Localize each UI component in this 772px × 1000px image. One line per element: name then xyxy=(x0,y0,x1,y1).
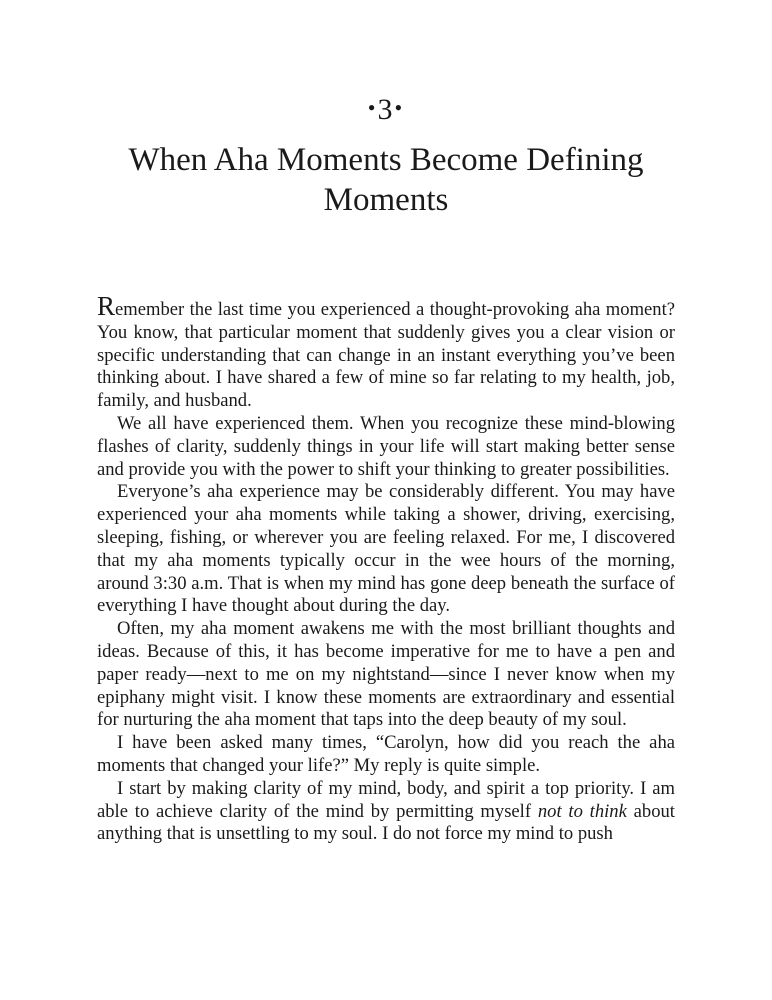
paragraph-4: Often, my aha moment awakens me with the most brilliant thoughts and ideas. Because of this, it has become imperative for me to have a pen and paper ready—next to me on my nightstand—since I never know when my epiphany might visit. I know these moments are extraordinary and essential for nurturing the aha moment that taps into the deep beauty of my soul. xyxy=(97,618,675,731)
left-dot-ornament: • xyxy=(367,95,378,120)
chapter-body xyxy=(97,291,675,846)
paragraph-6-emphasis: not to think xyxy=(537,800,627,822)
chapter-title: When Aha Moments Become Defining Moments xyxy=(128,142,644,218)
right-dot-ornament: • xyxy=(394,95,405,120)
chapter-number-value: 3 xyxy=(377,93,395,126)
chapter-number xyxy=(0,88,772,130)
paragraph-1-text: emember the last time you experienced a thought-provoking aha moment? You know, that particular moment that suddenly gives you a clear vision or specific understanding that can change in an instant everything you’ve been thinking about. I have shared a few of mine so far relating to my health, job, family, and husband. xyxy=(97,299,675,412)
paragraph-2: We all have experienced them. When you recognize these mind-blowing flashes of clarity, suddenly things in your life will start making better sense and provide you with the power to shift your thinking to greater possibilities. xyxy=(97,412,675,480)
paragraph-1 xyxy=(97,291,675,413)
paragraph-6 xyxy=(97,778,675,846)
paragraph-5: I have been asked many times, “Carolyn, how did you reach the aha moments that changed your life?” My reply is quite simple. xyxy=(97,732,675,776)
paragraph-3: Everyone’s aha experience may be considerably different. You may have experienced your aha moments while taking a shower, driving, exercising, sleeping, fishing, or wherever you are feeling relaxed. For me, I discovered that my aha moments typically occur in the wee hours of the morning, around 3:30 a.m. That is when my mind has gone deep beneath the surface of everything I have thought about during the day. xyxy=(97,481,675,617)
paragraph-6-text-before: I start by making clarity of my mind, body, and spirit a top priority. I am able to achieve clarity of the mind by permitting myself xyxy=(97,777,675,822)
paragraph-6-text-after: about anything that is unsettling to my soul. I do not force my mind to push xyxy=(97,800,675,845)
drop-cap-initial: R xyxy=(97,291,116,321)
